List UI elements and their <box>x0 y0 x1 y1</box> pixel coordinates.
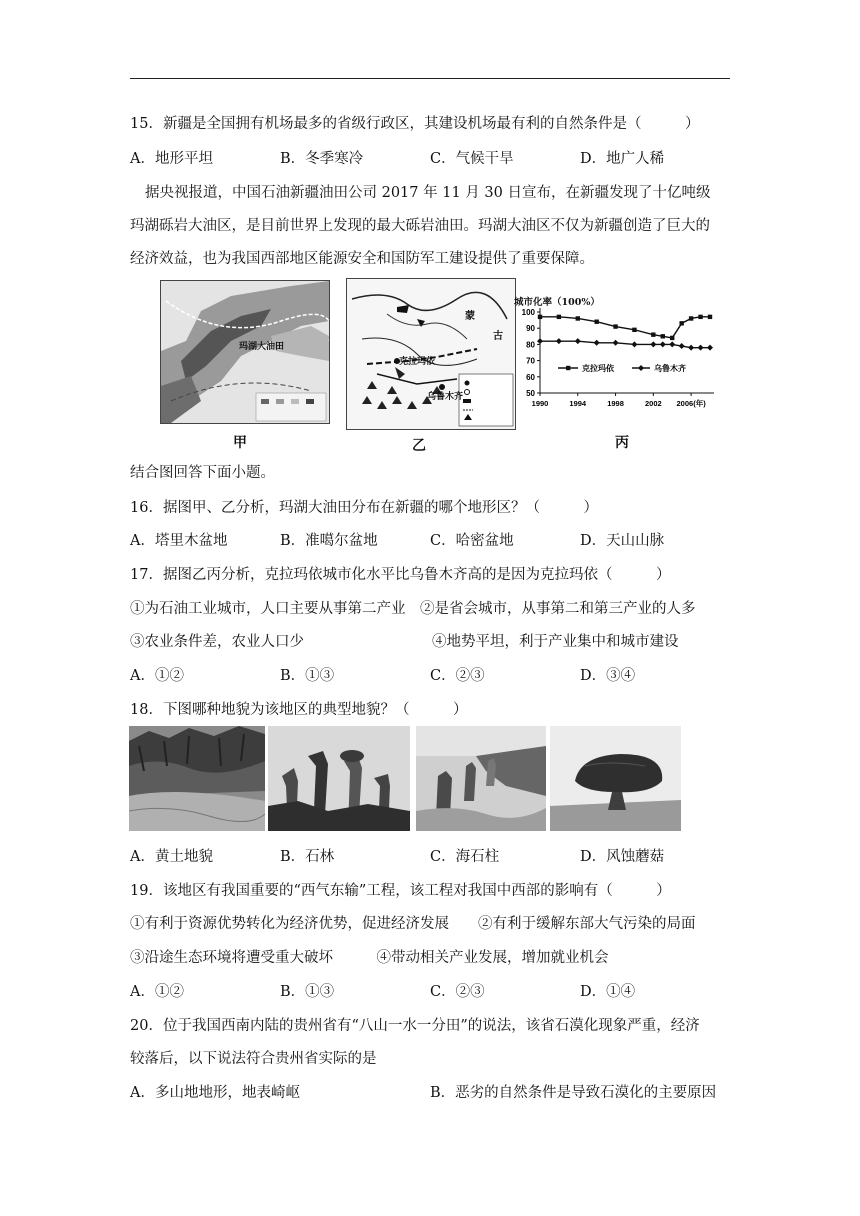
data-point-karamay <box>632 328 636 332</box>
q15-option-b[interactable]: B．冬季寒冷 <box>280 151 364 167</box>
figure-jia-map <box>160 280 330 424</box>
legend-marker-karamay <box>566 366 570 370</box>
q20-stem-line-1: 20．位于我国西南内陆的贵州省有“八山一水一分田”的说法，该省石漠化现象严重，经济 <box>130 1018 700 1034</box>
q20-option-b[interactable]: B．恶劣的自然条件是导致石漠化的主要原因 <box>430 1085 717 1101</box>
y-tick-label: 70 <box>526 356 535 366</box>
q15-stem: 15．新疆是全国拥有机场最多的省级行政区，其建设机场最有利的自然条件是（ ） <box>130 116 700 132</box>
q17-option-a[interactable]: A．①② <box>130 668 184 684</box>
figure-bing-chart <box>510 290 725 425</box>
data-point-urumqi <box>631 341 637 347</box>
data-point-urumqi <box>707 345 713 351</box>
q19-option-c[interactable]: C．②③ <box>430 984 485 1000</box>
q19-option-b[interactable]: B．①③ <box>280 984 335 1000</box>
figure-yi-label: 乙 <box>412 438 426 454</box>
y-tick-label: 100 <box>521 308 535 317</box>
photo-loess-landform <box>129 726 265 831</box>
q15-option-a[interactable]: A．地形平坦 <box>130 151 213 167</box>
q18-option-d[interactable]: D．风蚀蘑菇 <box>580 849 665 865</box>
series-line-1 <box>540 341 710 347</box>
data-point-karamay <box>557 315 561 319</box>
data-point-karamay <box>613 324 617 328</box>
urbanization-line-chart <box>510 290 725 425</box>
yi-map-label-urumqi: 乌鲁木齐 <box>427 392 464 402</box>
data-point-karamay <box>651 332 655 336</box>
q18-stem: 18．下图哪种地貌为该地区的典型地貌？（ ） <box>130 702 468 718</box>
data-point-karamay <box>670 336 674 340</box>
q20-stem-line-2: 较落后，以下说法符合贵州省实际的是 <box>130 1051 377 1067</box>
q17-statement-3: ③农业条件差，农业人口少 <box>130 634 304 650</box>
series-line-0 <box>540 317 710 338</box>
q15-option-c[interactable]: C．气候干旱 <box>430 151 514 167</box>
data-point-karamay <box>679 321 683 325</box>
data-point-karamay <box>661 334 665 338</box>
data-point-karamay <box>576 316 580 320</box>
data-point-karamay <box>698 315 702 319</box>
chart-ylabel: 城市化率（100%） <box>514 297 600 308</box>
data-point-urumqi <box>575 338 581 344</box>
y-tick-label: 60 <box>526 372 535 382</box>
data-point-urumqi <box>650 341 656 347</box>
data-point-karamay <box>708 315 712 319</box>
figure-yi-map <box>346 278 516 430</box>
q16-stem: 16．据图甲、乙分析，玛湖大油田分布在新疆的哪个地形区？（ ） <box>130 500 598 516</box>
q17-statement-1-2: ①为石油工业城市，人口主要从事第二产业 ②是省会城市，从事第二和第三产业的人多 <box>130 601 696 617</box>
data-point-urumqi <box>537 338 543 344</box>
q17-option-d[interactable]: D．③④ <box>580 668 636 684</box>
jia-map-label: 玛湖大油田 <box>239 342 285 352</box>
photo-stone-forest <box>268 726 410 831</box>
passage-line-1: 据央视报道，中国石油新疆油田公司 2017 年 11 月 30 日宣布，在新疆发现了十亿吨级 <box>145 185 711 201</box>
q18-option-c[interactable]: C．海石柱 <box>430 849 500 865</box>
q19-option-d[interactable]: D．①④ <box>580 984 636 1000</box>
x-tick-label: 2002 <box>644 399 662 408</box>
figure-intro: 结合图回答下面小题。 <box>130 465 275 481</box>
q16-option-b[interactable]: B．准噶尔盆地 <box>280 533 378 549</box>
data-point-urumqi <box>698 345 704 351</box>
q20-option-a[interactable]: A．多山地地形，地表崎岖 <box>130 1085 300 1101</box>
figure-jia-label: 甲 <box>233 435 247 451</box>
yi-map-label-gu: 古 <box>493 331 503 342</box>
x-tick-label: 1994 <box>569 399 587 408</box>
q16-option-d[interactable]: D．天山山脉 <box>580 533 665 549</box>
q19-statement-1-2: ①有利于资源优势转化为经济优势，促进经济发展 ②有利于缓解东部大气污染的局面 <box>130 916 696 932</box>
data-point-karamay <box>594 320 598 324</box>
passage-line-2: 玛湖砾岩大油区，是目前世界上发现的最大砾岩油田。玛湖大油区不仅为新疆创造了巨大的 <box>130 218 710 234</box>
y-tick-label: 80 <box>526 340 535 350</box>
x-tick-label: 1998 <box>607 399 624 408</box>
yi-map-label-meng: 蒙 <box>465 311 475 322</box>
q17-statement-4: ④地势平坦，利于产业集中和城市建设 <box>432 634 679 650</box>
q16-option-a[interactable]: A．塔里木盆地 <box>130 533 228 549</box>
q19-statement-3-4: ③沿途生态环境将遭受重大破坏 ④带动相关产业发展，增加就业机会 <box>130 950 609 966</box>
y-tick-label: 50 <box>526 389 535 398</box>
legend-label-urumqi: 乌鲁木齐 <box>654 364 686 373</box>
data-point-urumqi <box>679 343 685 349</box>
data-point-urumqi <box>594 340 600 346</box>
passage-line-3: 经济效益，也为我国西部地区能源安全和国防军工建设提供了重要保障。 <box>130 251 594 267</box>
data-point-urumqi <box>556 338 562 344</box>
data-point-urumqi <box>613 340 619 346</box>
x-tick-label: 1990 <box>531 399 549 408</box>
q18-option-b[interactable]: B．石林 <box>280 849 335 865</box>
q17-option-c[interactable]: C．②③ <box>430 668 485 684</box>
data-point-karamay <box>538 315 542 319</box>
q17-stem: 17．据图乙丙分析，克拉玛依城市化水平比乌鲁木齐高的是因为克拉玛依（ ） <box>130 567 671 583</box>
q17-option-b[interactable]: B．①③ <box>280 668 335 684</box>
q16-option-c[interactable]: C．哈密盆地 <box>430 533 514 549</box>
figure-bing-label: 丙 <box>615 435 629 451</box>
data-point-karamay <box>689 316 693 320</box>
header-rule <box>130 78 730 79</box>
y-tick-label: 90 <box>526 324 535 334</box>
x-tick-label: 2006(年) <box>676 399 706 408</box>
legend-label-karamay: 克拉玛依 <box>582 364 614 373</box>
data-point-urumqi <box>660 341 666 347</box>
data-point-urumqi <box>688 345 694 351</box>
q19-option-a[interactable]: A．①② <box>130 984 184 1000</box>
yi-map-label-karamay: 克拉玛依 <box>399 357 436 367</box>
q19-stem: 19．该地区有我国重要的“西气东输”工程，该工程对我国中西部的影响有（ ） <box>130 883 671 899</box>
photo-sea-stacks <box>416 726 546 831</box>
photo-mushroom-rock <box>550 726 681 831</box>
q15-option-d[interactable]: D．地广人稀 <box>580 151 665 167</box>
q18-option-a[interactable]: A．黄土地貌 <box>130 849 213 865</box>
data-point-urumqi <box>669 341 675 347</box>
legend-marker-urumqi <box>638 365 644 371</box>
